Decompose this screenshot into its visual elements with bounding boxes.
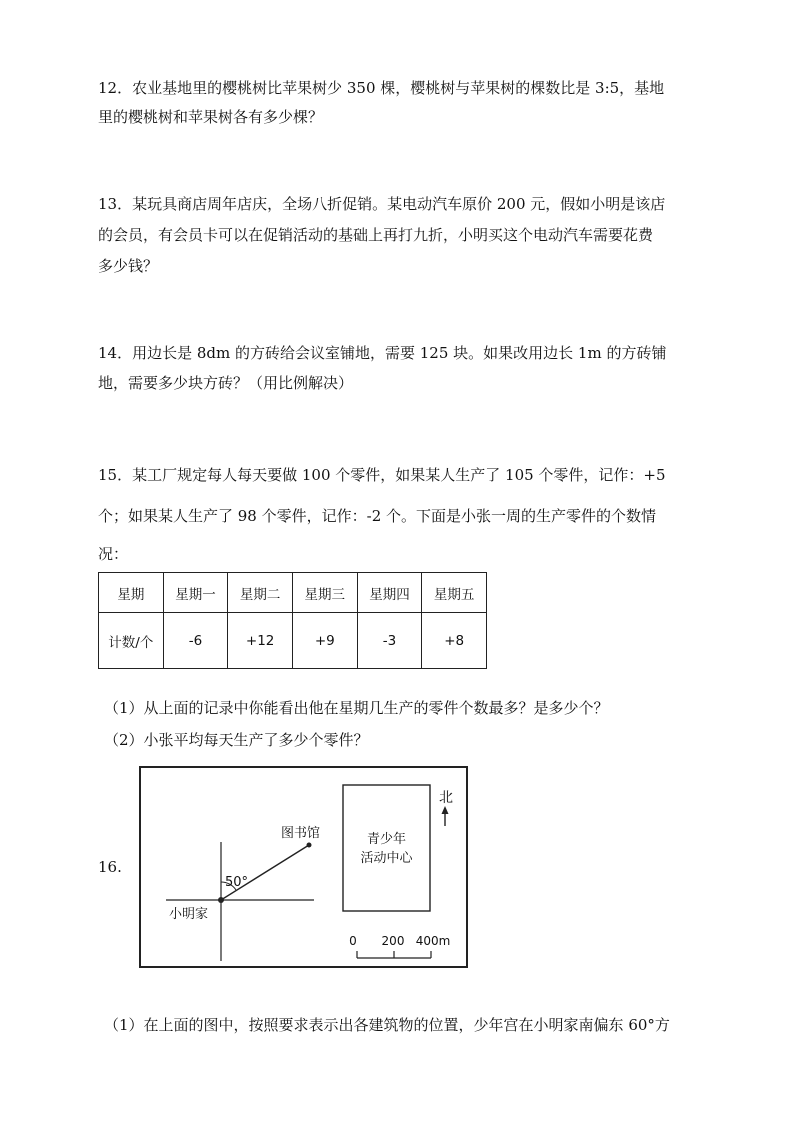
map-svg (141, 768, 466, 966)
production-record-table (98, 572, 487, 669)
activity-center-label-1: 青少年 (366, 832, 407, 847)
table-header-row (99, 573, 487, 613)
home-to-library-line (221, 845, 309, 900)
q14-line-1: 14．用边长是 8dm 的方砖给会议室铺地，需要 125 块。如果改用边长 1m 的方砖铺 (98, 344, 667, 362)
table-cell: -6 (163, 613, 228, 669)
q16-sub-1: （1）在上面的图中，按照要求表示出各建筑物的位置，少年宫在小明家南偏东 60°方 (104, 1016, 670, 1034)
table-cell: +9 (292, 613, 357, 669)
q15-sub-2: （2）小张平均每天生产了多少个零件？ (104, 731, 369, 749)
q15-line-3: 况： (98, 545, 129, 563)
table-header-cell: 星期三 (292, 573, 357, 613)
q15-line-2: 个；如果某人生产了 98 个零件，记作：-2 个。下面是小张一周的生产零件的个数情 (98, 507, 657, 525)
q13-line-1: 13．某玩具商店周年店庆，全场八折促销。某电动汽车原价 200 元，假如小明是该店 (98, 195, 666, 213)
north-arrow-icon (442, 806, 449, 826)
table-cell: -3 (357, 613, 422, 669)
table-header-cell: 星期五 (422, 573, 487, 613)
activity-center-label-2: 活动中心 (360, 851, 413, 866)
activity-center-building (343, 785, 430, 911)
scale-label-400: 400m (415, 934, 451, 948)
table-cell: +8 (422, 613, 487, 669)
table-header-cell: 星期二 (228, 573, 293, 613)
home-label: 小明家 (169, 907, 209, 922)
q12-line-1: 12．农业基地里的樱桃树比苹果树少 350 棵，樱桃树与苹果树的棵数比是 3:5，基地 (98, 79, 665, 97)
table-header-cell: 星期一 (163, 573, 228, 613)
q16-map-figure (139, 766, 468, 968)
q15-sub-1: （1）从上面的记录中你能看出他在星期几生产的零件个数最多？是多少个？ (104, 699, 609, 717)
q16-number: 16. (98, 858, 122, 876)
table-header-cell: 星期 (99, 573, 164, 613)
scale-label-200: 200 (381, 934, 405, 948)
table-header-cell: 星期四 (357, 573, 422, 613)
q14-line-2: 地，需要多少块方砖？（用比例解决） (98, 374, 354, 392)
home-point (218, 897, 224, 903)
library-label: 图书馆 (281, 826, 321, 841)
scale-bar (357, 951, 431, 958)
table-row (99, 613, 487, 669)
table-cell: 计数/个 (99, 613, 164, 669)
q15-line-1: 15．某工厂规定每人每天要做 100 个零件，如果某人生产了 105 个零件，记作：+5 (98, 466, 666, 484)
scale-label-0: 0 (349, 934, 357, 948)
q13-line-3: 多少钱？ (98, 257, 159, 275)
q13-line-2: 的会员，有会员卡可以在促销活动的基础上再打九折，小明买这个电动汽车需要花费 (98, 226, 654, 244)
table-cell: +12 (228, 613, 293, 669)
angle-label: 50° (225, 875, 249, 890)
library-point (307, 843, 312, 848)
q12-line-2: 里的樱桃树和苹果树各有多少棵？ (98, 108, 324, 126)
north-label: 北 (439, 790, 453, 806)
